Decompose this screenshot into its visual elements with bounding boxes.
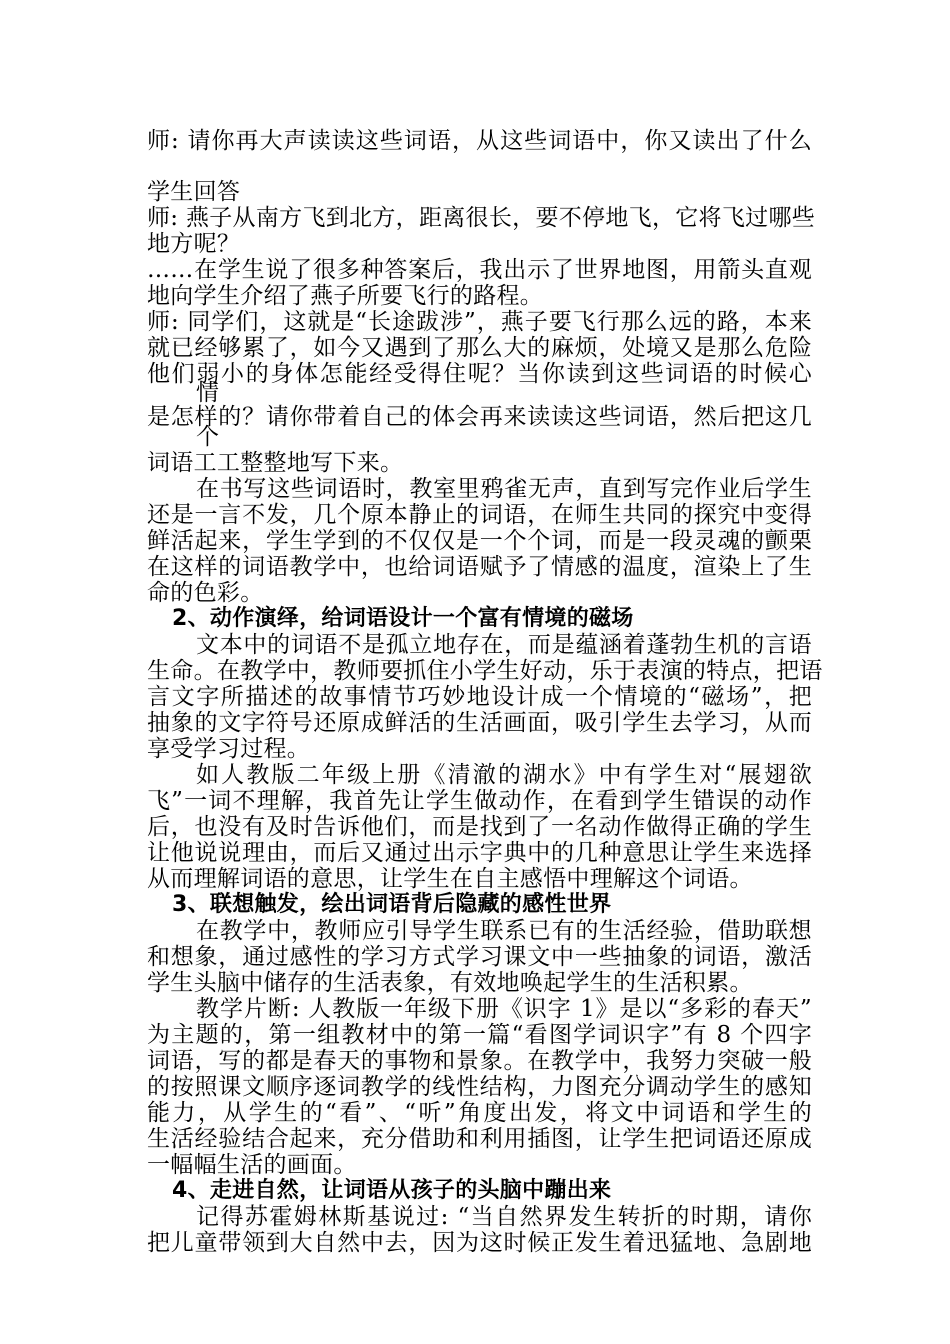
text-line: 个 bbox=[196, 424, 220, 450]
text-line: 生命。在教学中，教师要抓住小学生好动，乐于表演的特点，把语 bbox=[147, 658, 823, 684]
text-line: 情 bbox=[196, 380, 220, 406]
text-line: 让他说说理由，而后又通过出示字典中的几种意思让学生来选择 bbox=[147, 840, 812, 866]
text-line: 地向学生介绍了燕子所要飞行的路程。 bbox=[147, 283, 544, 309]
text-line: 为主题的，第一组教材中的第一篇“看图学词识字”有 8 个四字 bbox=[147, 1022, 812, 1048]
text-line: 如人教版二年级上册《清澈的湖水》中有学生对“展翅欲 bbox=[196, 762, 812, 788]
text-line: 命的色彩。 bbox=[147, 580, 264, 606]
section-heading: 4、走进自然，让词语从孩子的头脑中蹦出来 bbox=[172, 1178, 612, 1203]
text-line: 文本中的词语不是孤立地存在，而是蕴涵着蓬勃生机的言语 bbox=[196, 632, 812, 658]
text-line: 在教学中，教师应引导学生联系已有的生活经验，借助联想 bbox=[196, 918, 812, 944]
text-line: 生活经验结合起来，充分借助和利用插图，让学生把词语还原成 bbox=[147, 1126, 812, 1152]
text-line: 抽象的文字符号还原成鲜活的生活画面，吸引学生去学习，从而 bbox=[147, 710, 812, 736]
text-line: 飞”一词不理解，我首先让学生做动作，在看到学生错误的动作 bbox=[147, 788, 812, 814]
text-line: 就已经够累了，如今又遇到了那么大的麻烦，处境又是那么危险 bbox=[147, 335, 812, 361]
text-line: 词语，写的都是春天的事物和景象。在教学中，我努力突破一般 bbox=[147, 1048, 812, 1074]
text-line: ……在学生说了很多种答案后，我出示了世界地图，用箭头直观 bbox=[147, 257, 812, 283]
text-line: 教学片断: 人教版一年级下册《识字 1》是以“多彩的春天” bbox=[196, 996, 812, 1022]
text-line: 是怎样的？请你带着自己的体会再来读读这些词语，然后把这几 bbox=[147, 404, 812, 430]
section-heading: 2、动作演绎，给词语设计一个富有情境的磁场 bbox=[172, 606, 634, 631]
text-line: 的按照课文顺序逐词教学的线性结构，力图充分调动学生的感知 bbox=[147, 1074, 812, 1100]
text-line: 在书写这些词语时，教室里鸦雀无声，直到写完作业后学生 bbox=[196, 476, 812, 502]
text-line: 记得苏霍姆林斯基说过: “当自然界发生转折的时期，请你 bbox=[196, 1204, 812, 1230]
text-line: 师: 燕子从南方飞到北方，距离很长，要不停地飞，它将飞过哪些 bbox=[147, 205, 816, 231]
text-line: 他们弱小的身体怎能经受得住呢？当你读到这些词语的时候心 bbox=[147, 361, 812, 387]
text-line: 从而理解词语的意思，让学生在自主感悟中理解这个词语。 bbox=[147, 866, 753, 892]
text-line: 师: 同学们，这就是“长途跋涉”，燕子要飞行那么远的路，本来 bbox=[147, 309, 812, 335]
text-line: 一幅幅生活的画面。 bbox=[147, 1152, 357, 1178]
text-line: 享受学习过程。 bbox=[147, 736, 311, 762]
text-line: 还是一言不发，几个原本静止的词语，在师生共同的探究中变得 bbox=[147, 502, 812, 528]
text-line: 师: 请你再大声读读这些词语，从这些词语中，你又读出了什么 bbox=[147, 128, 812, 154]
text-line: 地方呢？ bbox=[147, 231, 241, 257]
text-line: 在这样的词语教学中，也给词语赋予了情感的温度，渲染上了生 bbox=[147, 554, 812, 580]
text-line: 学生头脑中储存的生活表象，有效地唤起学生的生活积累。 bbox=[147, 970, 753, 996]
text-line: 后，也没有及时告诉他们，而是找到了一名动作做得正确的学生 bbox=[147, 814, 812, 840]
text-line: 能力，从学生的“看”、“听”角度出发，将文中词语和学生的 bbox=[147, 1100, 812, 1126]
text-line: 和想象，通过感性的学习方式学习课文中一些抽象的词语，激活 bbox=[147, 944, 812, 970]
text-line: 鲜活起来，学生学到的不仅仅是一个个词，而是一段灵魂的颤栗 bbox=[147, 528, 812, 554]
text-line: 言文字所描述的故事情节巧妙地设计成一个情境的“磁场”，把 bbox=[147, 684, 812, 710]
text-line: 词语工工整整地写下来。 bbox=[147, 450, 404, 476]
section-heading: 3、联想触发，绘出词语背后隐藏的感性世界 bbox=[172, 892, 612, 917]
text-line: 学生回答 bbox=[147, 179, 241, 205]
text-line: 把儿童带领到大自然中去，因为这时候正发生着迅猛地、急剧地 bbox=[147, 1230, 812, 1256]
